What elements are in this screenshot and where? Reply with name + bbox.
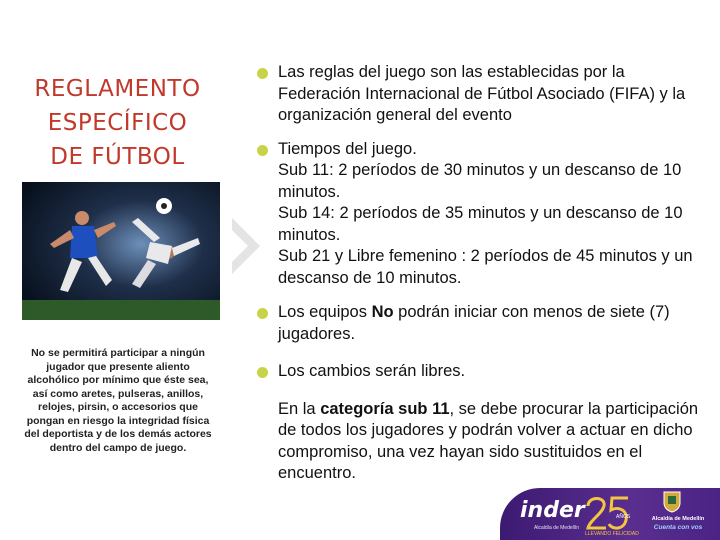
- inder-logo-sub: Alcaldía de Medellín: [534, 525, 580, 531]
- rule-line: Sub 21 y Libre femenino : 2 períodos de 45 minutos y un descanso de 10 minutos.: [278, 247, 693, 287]
- rule-heading: Tiempos del juego.: [278, 139, 417, 158]
- rule-text-before: Los equipos: [278, 303, 372, 321]
- footer-logos: [500, 488, 720, 540]
- bullet-icon: [257, 145, 268, 156]
- title-line-1: REGLAMENTO: [34, 76, 201, 102]
- rule-item: [255, 302, 705, 345]
- alcaldia-tagline: Cuenta con vos: [653, 524, 703, 531]
- rule-paragraph: [255, 399, 705, 485]
- alcaldia-name: Alcaldía de Medellín: [651, 516, 705, 522]
- soccer-players-photo: [22, 182, 220, 320]
- shield-icon: [663, 491, 681, 513]
- rule-text-after: podrán iniciar con menos de siete (7) jugadores.: [278, 303, 670, 343]
- bullet-icon: [257, 367, 268, 378]
- title-line-3: DE FÚTBOL: [50, 144, 185, 170]
- rules-list: [255, 60, 705, 485]
- rule-line: Sub 11: 2 períodos de 30 minutos y un descanso de 10 minutos.: [278, 161, 682, 201]
- bullet-icon: [257, 308, 268, 319]
- rule-line: Sub 14: 2 períodos de 35 minutos y un descanso de 10 minutos.: [278, 204, 683, 244]
- rule-item: [255, 361, 705, 383]
- anniversary-word: AÑOS: [616, 514, 631, 520]
- rule-text-bold: No: [371, 303, 394, 321]
- side-note: No se permitirá participar a ningún jugador que presente aliento alcohólico por mínimo que éste sea, así como aretes, pulseras, anillos, relojes, pirsin, o accesorios que pongan en riesgo la integridad física del deportista y de los demás actores dentro del campo de juego.: [24, 347, 212, 454]
- anniversary-logo: [582, 492, 632, 536]
- inder-logo: inder: [520, 498, 585, 523]
- page-title: [20, 72, 215, 174]
- rule-text: Las reglas del juego son las establecidas por la Federación Internacional de Fútbol Asociado (FIFA) y la organización general del evento: [278, 63, 686, 124]
- bullet-icon: [257, 68, 268, 79]
- rule-text: Los cambios serán libres.: [278, 362, 466, 380]
- paragraph-after: , se debe procurar la participación de todos los jugadores y podrán volver a actuar en dicho compromiso, una vez hayan sido sustituidos en el encuentro.: [278, 399, 699, 482]
- paragraph-before: En la: [278, 399, 321, 418]
- rule-item: [255, 139, 705, 290]
- anniversary-sub: LLEVANDO FELICIDAD: [585, 531, 639, 537]
- soccer-ball-icon: [156, 198, 172, 214]
- rule-item: [255, 62, 705, 127]
- paragraph-bold: categoría sub 11: [320, 399, 450, 418]
- title-line-2: ESPECÍFICO: [47, 110, 188, 136]
